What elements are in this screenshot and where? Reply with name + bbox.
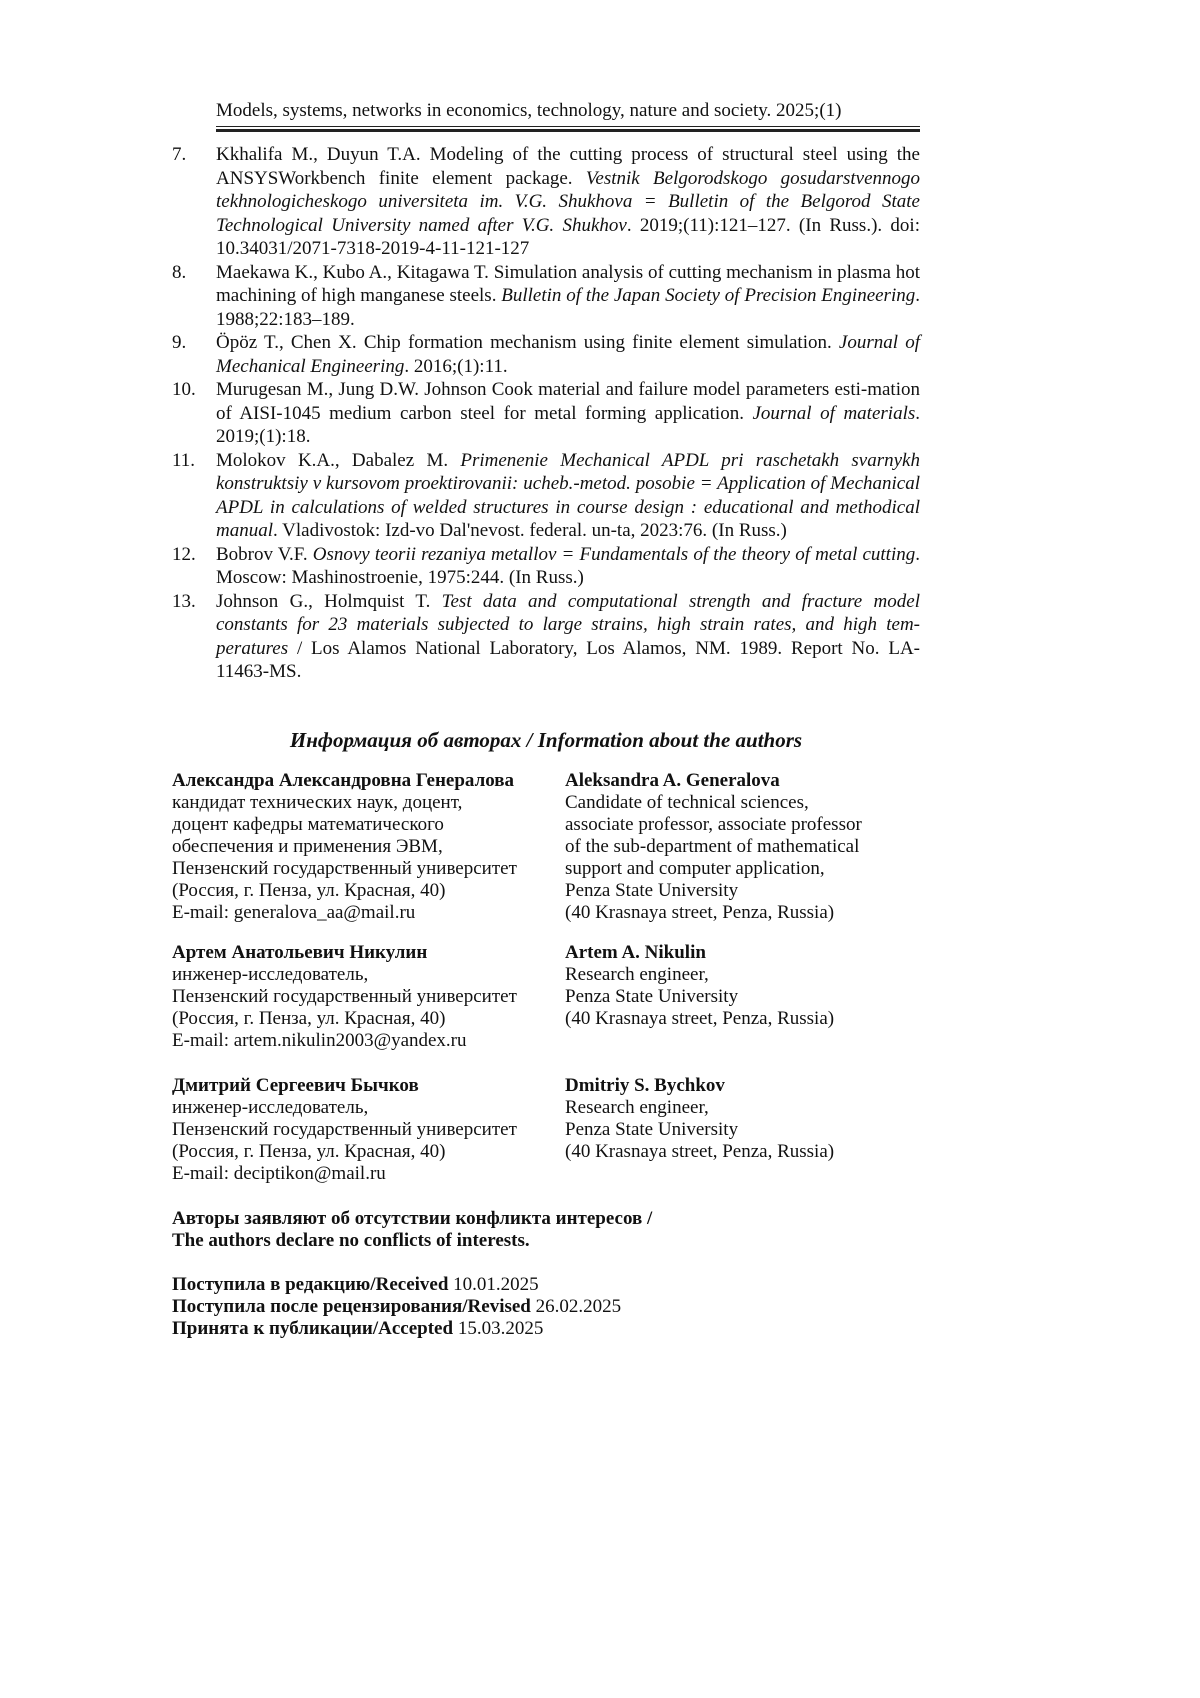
reference-segment: . Moscow: Mashinostroenie, 1975:244. (In Russ.) <box>216 543 920 588</box>
reference-number: 10. <box>172 379 196 400</box>
reference-text <box>216 591 920 683</box>
author-detail-line: associate professor, associate professor <box>565 814 862 835</box>
author-name: Dmitriy S. Bychkov <box>565 1075 725 1096</box>
reference-list <box>172 143 920 684</box>
date-label: Поступила в редакцию/Received <box>172 1274 449 1295</box>
author-detail-line: инженер-исследователь, <box>172 1097 369 1118</box>
reference-source: Journal of Mechanical Engineering <box>216 332 920 377</box>
date-value: 10.01.2025 <box>453 1274 539 1295</box>
author-detail-line: of the sub-department of mathematical <box>565 836 860 857</box>
reference-source: Osnovy teorii rezaniya metallov = Fundamentals of the theory of metal cutting <box>312 543 916 565</box>
date-label: Поступила после рецензирования/Revised <box>172 1296 531 1317</box>
reference-source: Vestnik Belgorodskogo gosudarstvennogo tekhnologicheskogo universiteta im. V.G. Shukhova = Bulletin of the Belgorod State Technological University named after V.G. Shukhov <box>216 167 920 236</box>
author-detail-line: обеспечения и применения ЭВМ, <box>172 836 443 857</box>
reference-number: 11. <box>172 449 196 471</box>
authors-section-title: Информация об авторах / Information about the authors <box>289 728 803 752</box>
reference-segment: Öpöz T., Chen X. Chip formation mechanism using finite element simulation. <box>216 332 839 353</box>
reference-item <box>172 261 920 332</box>
author-detail-line: (Россия, г. Пенза, ул. Красная, 40) <box>172 1141 446 1162</box>
reference-number: 8. <box>172 261 187 283</box>
reference-segment: . 1988;22:183–189. <box>216 285 920 330</box>
reference-item <box>172 331 920 378</box>
author-detail-line: E-mail: artem.nikulin2003@yandex.ru <box>172 1030 467 1051</box>
reference-source: Journal of materials <box>752 402 916 424</box>
author-info-ru <box>172 770 564 924</box>
author-detail-line: (40 Krasnaya street, Penza, Russia) <box>565 1008 835 1029</box>
author-detail-line: (40 Krasnaya street, Penza, Russia) <box>565 1141 835 1162</box>
conflict-statement <box>172 1208 920 1252</box>
author-detail-line: Penza State University <box>565 986 739 1007</box>
date-row <box>172 1274 920 1296</box>
reference-source: Test data and computational strength and fracture model constants for 23 materials subjected to large strains, high strain rates, and high tem-peratures <box>216 590 920 659</box>
publication-dates <box>172 1274 920 1340</box>
date-row <box>172 1296 920 1318</box>
date-row <box>172 1318 920 1340</box>
reference-segment: . 2019;(11):121–127. (In Russ.). doi: 10.34031/2071-7318-2019-4-11-121-127 <box>216 214 920 259</box>
reference-item <box>172 449 920 543</box>
reference-text <box>216 379 920 447</box>
running-header: Models, systems, networks in economics, technology, nature and society. 2025;(1) <box>216 100 842 121</box>
reference-source: Bulletin of the Japan Society of Precision Engineering <box>501 285 916 306</box>
author-detail-line: Пензенский государственный университет <box>172 986 517 1007</box>
author-detail-line: доцент кафедры математического <box>172 814 444 835</box>
reference-segment: . Vladivostok: Izd-vo Dal'nevost. federal. un-ta, 2023:76. (In Russ.) <box>273 520 787 541</box>
reference-segment: Molokov K.A., Dabalez M. <box>216 449 461 471</box>
author-detail-line: кандидат технических наук, доцент, <box>172 792 463 813</box>
reference-segment: Johnson G., Holmquist T. <box>216 590 442 612</box>
author-detail-line: Пензенский государственный университет <box>172 1119 517 1140</box>
reference-text <box>216 450 920 542</box>
date-value: 15.03.2025 <box>457 1318 544 1339</box>
reference-segment: . 2019;(1):18. <box>216 402 920 447</box>
reference-item <box>172 378 920 449</box>
reference-text <box>216 262 920 330</box>
reference-number: 9. <box>172 332 187 353</box>
author-info-en <box>565 1075 920 1163</box>
reference-number: 7. <box>172 144 187 165</box>
reference-segment: Bobrov V.F. <box>216 543 313 565</box>
author-name: Artem A. Nikulin <box>565 942 706 963</box>
reference-segment: . 2016;(1):11. <box>404 355 508 377</box>
author-name: Aleksandra A. Generalova <box>565 770 780 791</box>
author-info-en <box>565 942 920 1030</box>
author-detail-line: (40 Krasnaya street, Penza, Russia) <box>565 902 835 923</box>
author-detail-line: (Россия, г. Пенза, ул. Красная, 40) <box>172 880 446 901</box>
reference-segment: / Los Alamos National Laboratory, Los Alamos, NM. 1989. Report No. LA-11463-MS. <box>216 637 920 682</box>
reference-item <box>172 543 920 590</box>
reference-number: 13. <box>172 590 196 612</box>
reference-segment: Maekawa K., Kubo A., Kitagawa T. Simulation analysis of cutting mechanism in plasma hot machining of high manganese steels. <box>216 261 920 306</box>
reference-segment: Kkhalifa M., Duyun T.A. Modeling of the cutting process of structural steel using the ANSYSWorkbench finite element package. <box>216 144 920 189</box>
author-detail-line: support and computer application, <box>565 858 825 879</box>
author-info-ru <box>172 1075 564 1185</box>
header-rule <box>216 126 920 127</box>
author-detail-line: Research engineer, <box>565 1097 709 1118</box>
author-detail-line: Penza State University <box>565 1119 739 1140</box>
author-detail-line: Penza State University <box>565 880 739 901</box>
author-detail-line: E-mail: deciptikon@mail.ru <box>172 1163 386 1184</box>
reference-text <box>216 144 920 259</box>
reference-segment: Murugesan M., Jung D.W. Johnson Cook material and failure model parameters esti-mation of AISI-1045 medium carbon steel for metal forming application. <box>216 379 920 424</box>
reference-item <box>172 143 920 261</box>
author-name: Александра Александровна Генералова <box>172 770 515 791</box>
header-rule-thick <box>216 129 920 132</box>
author-detail-line: Candidate of technical sciences, <box>565 792 809 813</box>
reference-text <box>216 332 920 377</box>
date-label: Принята к публикации/Accepted <box>172 1318 454 1339</box>
author-detail-line: инженер-исследователь, <box>172 964 369 985</box>
author-detail-line: (Россия, г. Пенза, ул. Красная, 40) <box>172 1008 446 1029</box>
author-info-en <box>565 770 920 924</box>
author-name: Дмитрий Сергеевич Бычков <box>172 1075 419 1096</box>
date-value: 26.02.2025 <box>535 1296 622 1317</box>
conflict-statement-en: The authors declare no conflicts of interests. <box>172 1230 530 1251</box>
author-info-ru <box>172 942 564 1052</box>
conflict-statement-ru: Авторы заявляют об отсутствии конфликта интересов / <box>172 1208 653 1229</box>
author-detail-line: Пензенский государственный университет <box>172 858 517 879</box>
author-detail-line: Research engineer, <box>565 964 709 985</box>
reference-item <box>172 590 920 684</box>
author-name: Артем Анатольевич Никулин <box>172 942 428 963</box>
reference-number: 12. <box>172 543 196 565</box>
reference-source: Primenenie Mechanical APDL pri raschetakh svarnykh konstruktsiy v kursovom proektirovanii: ucheb.-metod. posobie = Application of Mechanical APDL in calculations of welded structures in course design : educational and methodical manual <box>216 449 920 541</box>
reference-text <box>216 544 920 589</box>
author-detail-line: E-mail: generalova_aa@mail.ru <box>172 902 416 923</box>
